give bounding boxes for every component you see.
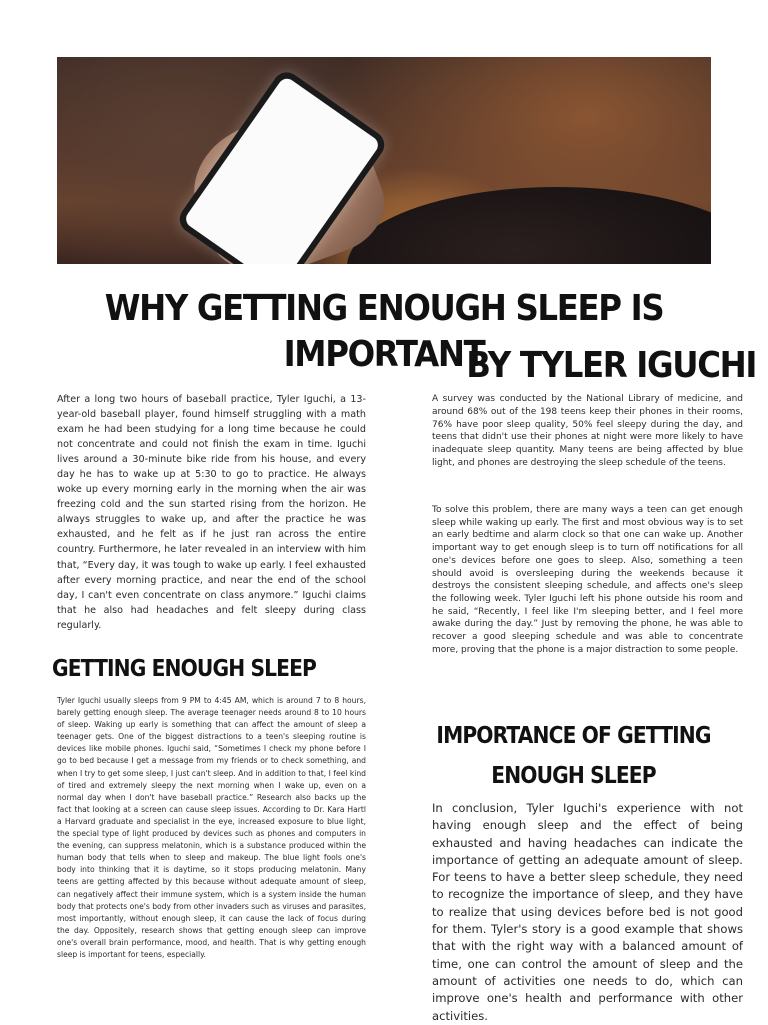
section-body-getting-enough-sleep: Tyler Iguchi usually sleeps from 9 PM to 4:45 AM, which is around 7 to 8 hours, barely getting enough sleep. The average teenager needs around 8 to 10 hours of sleep. Waking up early is something that can affect the amount of sleep a teenager gets. One of the biggest distractions to a teen's sleeping routine is devices like mobile phones. Iguchi said, “Sometimes I check my phone before I go to bed because I get a message from my friends or to check something, and when I try to get some sleep, I just can't sleep. And in addition to that, I feel kind of tired and extremely sleepy the next morning when I wake up, even on a normal day when I don't have baseball practice.” Research also backs up the fact that looking at a screen can cause sleep issues. According to Dr. Kara Hartl a Harvard graduate and specialist in the eye, increased exposure to blue light, the special type of light produced by devices such as phones and computers in the evening, can suppress melatonin, which is a substance produced within the human body that tells when to sleep and makeup. The blue light fools one's body into thinking that it is daytime, so it stops producing melatonin. Many teens are getting affected by this because without adequate amount of sleep, can negatively affect their immune system, which is a system inside the human body that protects one's body from other invaders such as viruses and parasites, most importantly, without enough sleep, it can cause the lack of focus during the day. Oppositely, research shows that getting enough sleep can improve one's overall brain performance, mood, and health. That is why getting enough sleep is important for teens, especially. <box>57 696 366 959</box>
intro-paragraph: After a long two hours of baseball practice, Tyler Iguchi, a 13-year-old baseball player, found himself struggling with a math exam he had been studying for a long time because he could not concentrate and could not finish the exam in time. Iguchi lives around a 30-minute bike ride from his house, and every day he has to wake up at 5:30 to go to practice. He always woke up every morning early in the morning when the air was freezing cold and the sun started rising from the horizon. He always struggles to wake up, and after the practice he was exhausted, and he felt as if he just ran across the entire country. Furthermore, he later revealed in an interview with him that, “Every day, it was tough to wake up early. I feel exhausted after every morning practice, and near the end of the school day, I can't even concentrate on class anymore.” Iguchi claims that he also had headaches and felt sleepy during class regularly. <box>57 394 366 631</box>
solution-paragraph: To solve this problem, there are many ways a teen can get enough sleep while waking up early. The first and most obvious way is to set an early bedtime and alarm clock so that one can wake up. Another important way to get enough sleep is to turn off notifications for all one's devices before one goes to sleep. Also, something a teen should avoid is oversleeping during the weekends because it destroys the consistent sleeping schedule, and affects one's sleep the following week. Tyler Iguchi left his phone outside his room and he said, “Recently, I feel like I'm sleeping better, and I feel more awake during the day.” Just by removing the phone, he was able to recover a good sleeping schedule and was able to concentrate more, proving that the phone is a major distraction to some people. <box>432 505 743 655</box>
person-head-silhouette <box>347 187 711 264</box>
article-byline: BY TYLER IGUCHI <box>466 345 756 386</box>
section-heading-importance: IMPORTANCE OF GETTING ENOUGH SLEEP <box>436 723 711 789</box>
hero-photo-phone-in-dark <box>57 57 711 264</box>
conclusion-paragraph: In conclusion, Tyler Iguchi's experience with not having enough sleep and the effect of being exhausted and having headaches can indicate the importance of getting an adequate amount of sleep. For teens to have a better sleep schedule, they need to recognize the importance of sleep, and they have to realize that using devices before bed is not good for them. Tyler's story is a good example that shows that with the right way with a balanced amount of time, one can control the amount of sleep and the amount of activities one needs to do, which can improve one's health and performance with other activities. <box>432 801 743 1023</box>
article-title: WHY GETTING ENOUGH SLEEP IS IMPORTANT <box>104 288 664 375</box>
survey-paragraph: A survey was conducted by the National Library of medicine, and around 68% out of the 198 teens keep their phones in their rooms, 76% have poor sleep quality, 50% feel sleepy during the day, and teens that didn't use their phones at night were more likely to have inadequate sleep quantity. Many teens are being affected by blue light, and phones are destroying the sleep schedule of the teens. <box>432 394 743 468</box>
section-heading-getting-enough-sleep: GETTING ENOUGH SLEEP <box>52 656 317 682</box>
